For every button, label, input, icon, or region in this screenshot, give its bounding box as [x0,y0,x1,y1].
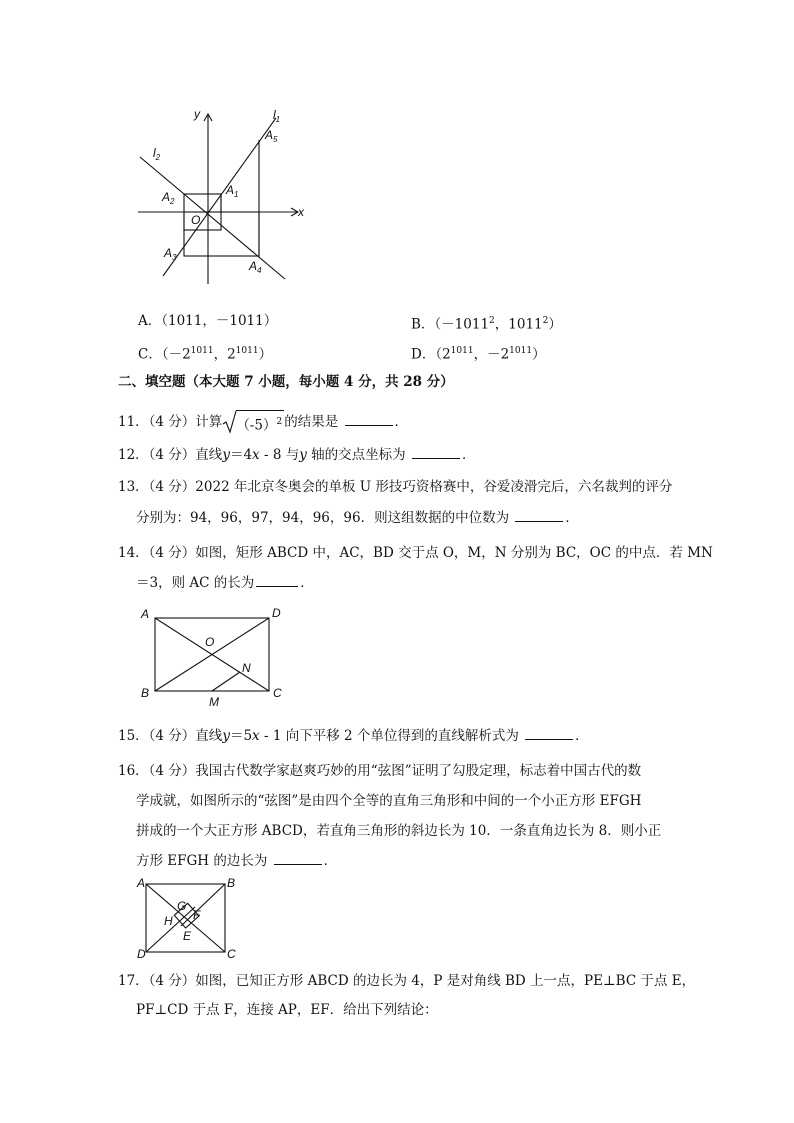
segment-mn [212,672,240,691]
label-o: O [191,213,201,227]
label-a4: $A_4$ [249,259,262,275]
option-b[interactable]: B．（$-1011^2$，1011$^2$） [411,316,562,333]
label-l2: $l_2$ [153,146,161,162]
label-b: B [141,686,150,700]
question-15: 15．（4 分）直线y＝5x - 1 向下平移 2 个单位得到的直线解析式为 ． [118,728,589,744]
label-n: N [242,661,251,675]
label-a: A [141,607,150,621]
question-16-line2: 学成就，如图所示的“弦图”是由四个全等的直角三角形和中间的一个小正方形 EFGH [136,793,642,809]
answer-blank-15[interactable] [525,727,573,740]
label-a3: $A_3$ [164,246,177,262]
answer-blank-12[interactable] [412,446,460,459]
question-14-line2: ＝3，则 AC 的长为 ． [136,575,314,591]
label-x: x [298,205,304,219]
label-a2: $A_2$ [162,190,175,206]
answer-blank-16[interactable] [274,852,322,865]
option-c[interactable]: C．（$-2^{1011}$，$2^{1011}$） [138,346,273,363]
sqrt-expression: $(-5)^2$ [222,410,284,435]
xian-tu-figure [136,874,246,964]
question-14-line1: 14．（4 分）如图，矩形 ABCD 中，AC，BD 交于点 O，M，N 分别为 BC，OC 的中点．若 MN [118,545,713,561]
label-d: D [137,947,146,961]
question-13-line1: 13．（4 分）2022 年北京冬奥会的单板 U 形技巧资格赛中，谷爱凌滑完后，六名裁判的评分 [118,479,673,495]
answer-blank-13[interactable] [515,509,563,522]
answer-blank-14[interactable] [256,574,298,587]
label-f: F [193,908,201,922]
answer-blank-11[interactable] [345,413,393,426]
question-17-line1: 17．（4 分）如图，已知正方形 ABCD 的边长为 4，P 是对角线 BD 上一点，PE⊥BC 于点 E， [118,973,696,989]
label-e: E [183,929,192,943]
label-a5: $A_5$ [265,128,278,144]
rectangle-figure [138,604,298,709]
label-o: O [205,635,215,649]
question-16-line1: 16．（4 分）我国古代数学家赵爽巧妙的用“弦图”证明了勾股定理，标志着中国古代的数 [118,763,642,779]
segment-b [181,884,225,926]
label-a: A [137,876,146,890]
line-l2 [140,157,285,279]
label-l1: $l_1$ [273,108,281,124]
label-d: D [272,606,281,620]
label-h: H [164,914,173,928]
label-g: G [177,899,187,913]
question-11: 11．（4 分）计算 $(-5)^2$ 的结果是 ． [118,410,408,435]
question-13-line2: 分别为：94，96，97，94，96，96．则这组数据的中位数为 ． [136,510,579,526]
section-2-heading: 二、填空题（本大题 7 小题，每小题 4 分，共 28 分） [118,374,454,390]
coordinate-figure [128,102,328,292]
question-17-line2: PF⊥CD 于点 F，连接 AP，EF．给出下列结论： [136,1002,438,1018]
question-12: 12．（4 分）直线y＝4x - 8 与y 轴的交点坐标为 ． [118,447,476,463]
option-a[interactable]: A．（1011，－1011） [138,313,278,329]
question-16-line4: 方形 EFGH 的边长为 ． [136,853,338,869]
label-c: C [273,686,282,700]
label-m: M [209,695,219,709]
question-16-line3: 拼成的一个大正方形 ABCD，若直角三角形的斜边长为 10．一条直角边长为 8．则小正 [136,823,662,839]
label-b: B [227,876,236,890]
label-y: y [194,107,200,121]
label-a1: $A_1$ [226,183,239,199]
option-d[interactable]: D．（$2^{1011}$，$-2^{1011}$） [411,346,546,363]
label-c: C [227,947,236,961]
